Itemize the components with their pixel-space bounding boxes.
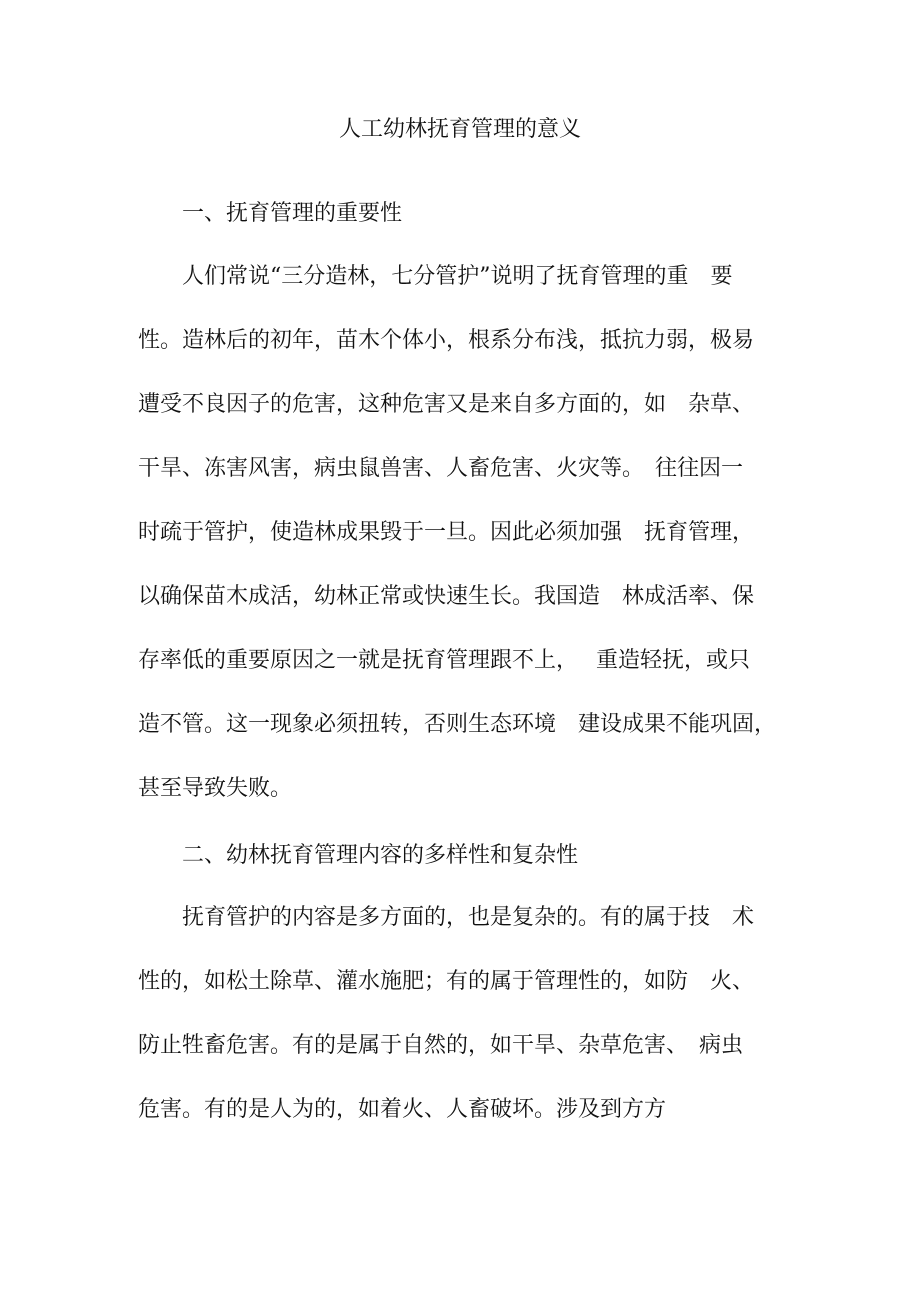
section-1-paragraph-line: 造不管。这一现象必须扭转，否则生态环境 建设成果不能巩固， bbox=[138, 712, 777, 737]
section-1-paragraph-line: 人们常说“三分造林，七分管护”说明了抚育管理的重 要 bbox=[182, 264, 733, 289]
section-2-heading: 二、幼林抚育管理内容的多样性和复杂性 bbox=[182, 843, 579, 868]
section-2-paragraph-line: 抚育管护的内容是多方面的，也是复杂的。有的属于技 术 bbox=[182, 905, 755, 930]
section-1-paragraph-line: 存率低的重要原因之一就是抚育管理跟不上， 重造轻抚，或只 bbox=[138, 648, 750, 673]
section-1-paragraph-line: 干旱、冻害风害，病虫鼠兽害、人畜危害、火灾等。 往往因一 bbox=[138, 456, 744, 481]
section-1-paragraph-line: 遭受不良因子的危害，这种危害又是来自多方面的，如 杂草、 bbox=[138, 392, 755, 417]
document-title: 人工幼林抚育管理的意义 bbox=[338, 117, 581, 142]
section-1-heading: 一、抚育管理的重要性 bbox=[182, 201, 403, 226]
section-2-paragraph-line: 危害。有的是人为的，如着火、人畜破坏。涉及到方方 bbox=[138, 1097, 667, 1122]
section-1-paragraph-line: 时疏于管护，使造林成果毁于一旦。因此必须加强 抚育管理， bbox=[138, 520, 755, 545]
section-2-paragraph-line: 防止牲畜危害。有的是属于自然的，如干旱、杂草危害、 病虫 bbox=[138, 1033, 744, 1058]
section-1-paragraph-line: 甚至导致失败。 bbox=[138, 776, 293, 801]
section-2-paragraph-line: 性的，如松土除草、灌水施肥；有的属于管理性的，如防 火、 bbox=[138, 969, 755, 994]
section-1-paragraph-line: 以确保苗木成活，幼林正常或快速生长。我国造 林成活率、保 bbox=[138, 584, 755, 609]
section-1-paragraph-line: 性。造林后的初年，苗木个体小，根系分布浅，抵抗力弱，极易 bbox=[138, 328, 755, 353]
